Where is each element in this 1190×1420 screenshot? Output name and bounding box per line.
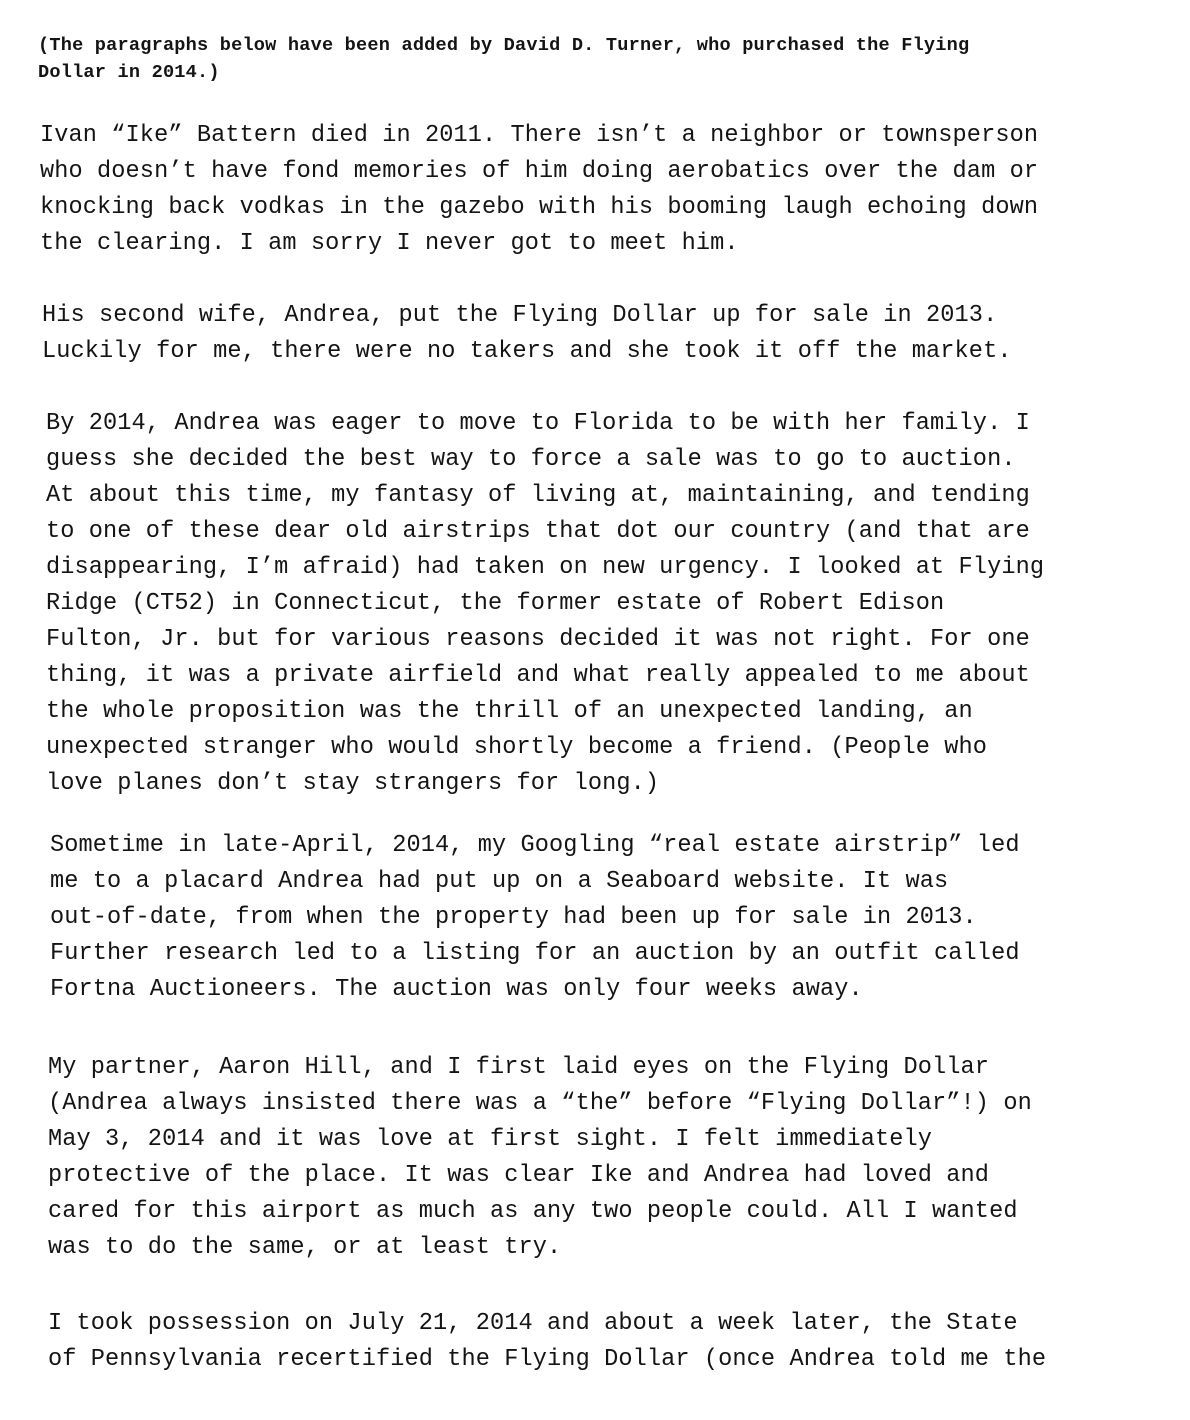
paragraph-possession <box>48 1306 1188 1378</box>
text-line: the whole proposition was the thrill of an unexpected landing, an <box>46 698 973 725</box>
text-line: Ridge (CT52) in Connecticut, the former estate of Robert Edison <box>46 590 945 617</box>
text-line: Further research led to a listing for an auction by an outfit called <box>50 940 1020 967</box>
text-line: me to a placard Andrea had put up on a Seaboard website. It was <box>50 868 949 895</box>
text-line: At about this time, my fantasy of living at, maintaining, and tending <box>46 482 1030 509</box>
paragraph-second-wife <box>42 298 1182 370</box>
text-line: protective of the place. It was clear Ike and Andrea had loved and <box>48 1162 990 1189</box>
text-line: love planes don’t stay strangers for long.) <box>46 770 660 797</box>
paragraph-googling <box>50 828 1190 1008</box>
editor-note <box>38 32 1158 86</box>
text-line: Ivan “Ike” Battern died in 2011. There isn’t a neighbor or townsperson <box>40 122 1039 149</box>
text-line: May 3, 2014 and it was love at first sight. I felt immediately <box>48 1126 933 1153</box>
text-line: knocking back vodkas in the gazebo with his booming laugh echoing down <box>40 194 1039 221</box>
text-line: disappearing, I’m afraid) had taken on new urgency. I looked at Flying <box>46 554 1045 581</box>
text-line: His second wife, Andrea, put the Flying Dollar up for sale in 2013. <box>42 302 998 329</box>
text-line: to one of these dear old airstrips that dot our country (and that are <box>46 518 1030 545</box>
text-line: (Andrea always insisted there was a “the” before “Flying Dollar”!) on <box>48 1090 1032 1117</box>
text-line: (The paragraphs below have been added by David D. Turner, who purchased the Flying <box>38 35 970 56</box>
text-line: Sometime in late-April, 2014, my Googling “real estate airstrip” led <box>50 832 1020 859</box>
text-line: who doesn’t have fond memories of him doing aerobatics over the dam or <box>40 158 1039 185</box>
text-line: Fortna Auctioneers. The auction was only four weeks away. <box>50 976 863 1003</box>
text-line: of Pennsylvania recertified the Flying Dollar (once Andrea told me the <box>48 1346 1047 1373</box>
text-line: I took possession on July 21, 2014 and about a week later, the State <box>48 1310 1018 1337</box>
paragraph-andrea-auction <box>46 406 1186 802</box>
text-line: By 2014, Andrea was eager to move to Florida to be with her family. I <box>46 410 1030 437</box>
paragraph-first-sight <box>48 1050 1188 1266</box>
paragraph-ike-battern <box>40 118 1180 262</box>
text-line: My partner, Aaron Hill, and I first laid eyes on the Flying Dollar <box>48 1054 990 1081</box>
text-line: was to do the same, or at least try. <box>48 1234 562 1261</box>
text-line: out-of-date, from when the property had been up for sale in 2013. <box>50 904 977 931</box>
text-line: the clearing. I am sorry I never got to meet him. <box>40 230 739 257</box>
text-line: Dollar in 2014.) <box>38 62 220 83</box>
text-line: cared for this airport as much as any two people could. All I wanted <box>48 1198 1018 1225</box>
text-line: guess she decided the best way to force a sale was to go to auction. <box>46 446 1016 473</box>
text-line: Luckily for me, there were no takers and she took it off the market. <box>42 338 1012 365</box>
text-line: Fulton, Jr. but for various reasons decided it was not right. For one <box>46 626 1030 653</box>
text-line: unexpected stranger who would shortly become a friend. (People who <box>46 734 988 761</box>
text-line: thing, it was a private airfield and what really appealed to me about <box>46 662 1030 689</box>
